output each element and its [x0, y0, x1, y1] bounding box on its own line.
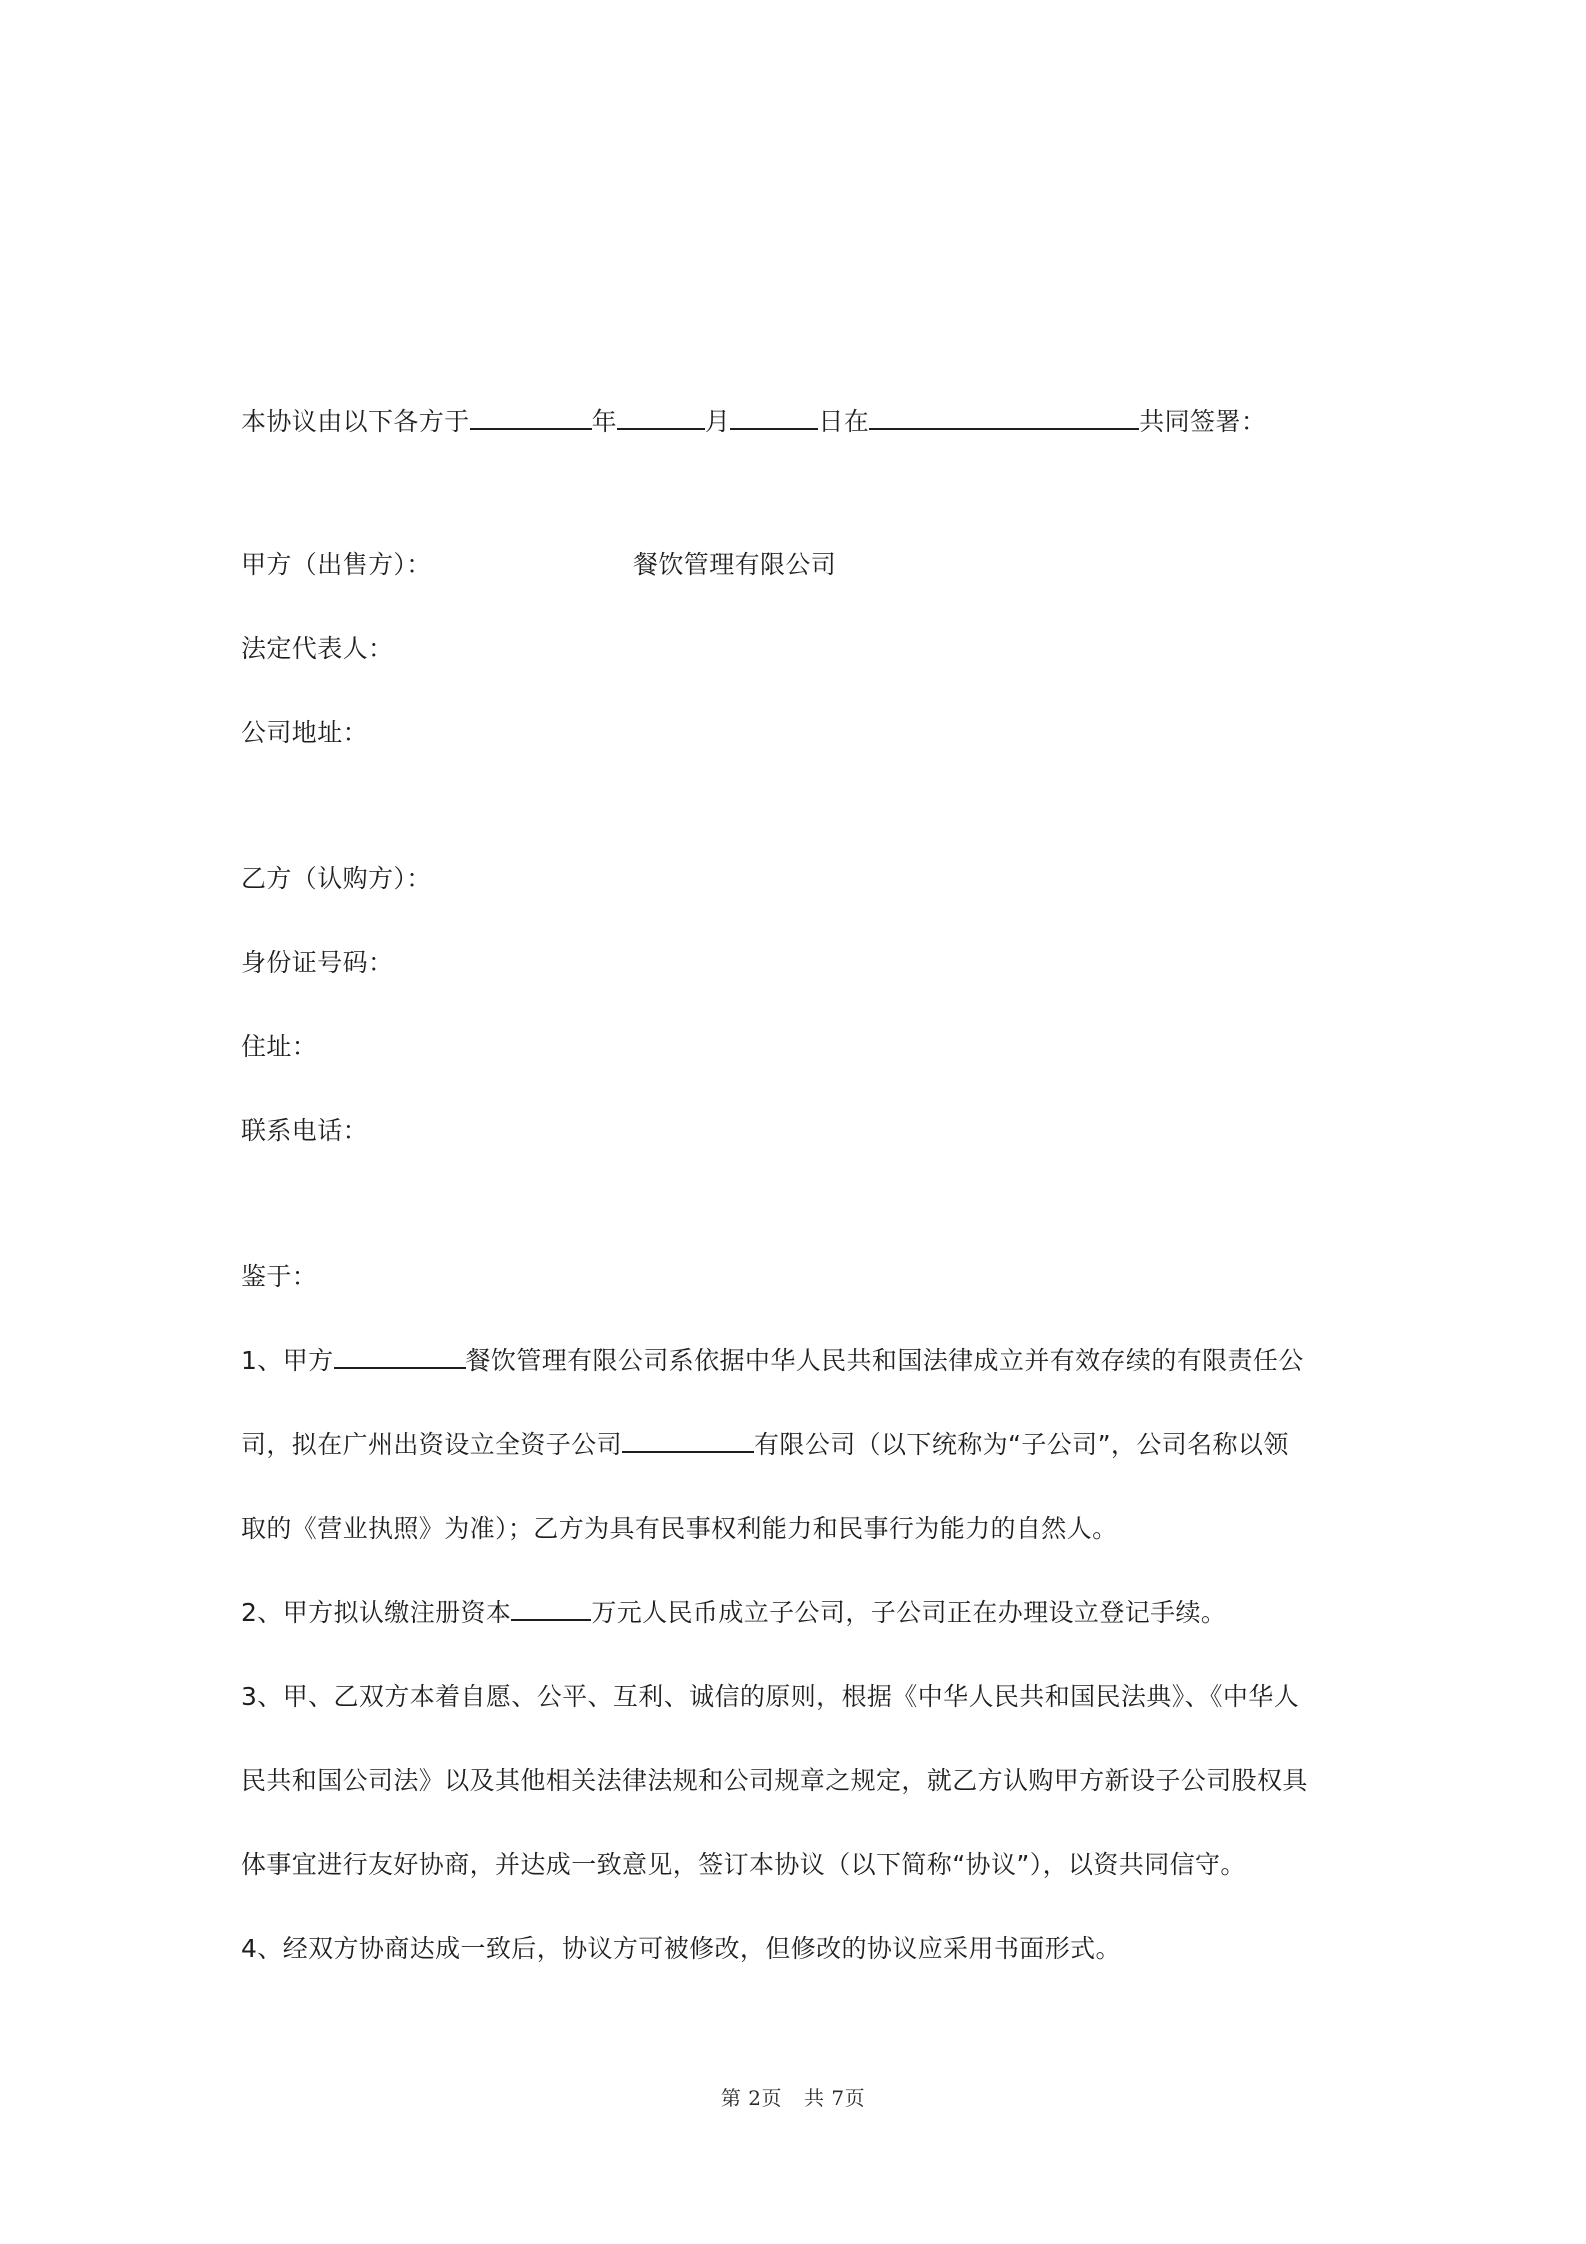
- item1-line2-prefix: 司，拟在广州出资设立全资子公司: [241, 1430, 623, 1459]
- legal-rep-label: 法定代表人：: [241, 634, 394, 663]
- intro-day: 日在: [818, 407, 870, 436]
- company-address-label: 公司地址：: [241, 718, 369, 747]
- whereas-item3-line3: 体事宜进行友好协商，并达成一致意见，签订本协议（以下简称“协议”），以资共同信守。: [241, 1850, 1246, 1879]
- item2-suffix: 万元人民币成立子公司，子公司正在办理设立登记手续。: [591, 1598, 1227, 1627]
- place-blank: [869, 406, 1139, 430]
- party-a-line: [241, 548, 432, 582]
- month-blank: [617, 406, 705, 430]
- intro-month: 月: [705, 407, 731, 436]
- item1-line1-suffix: 餐饮管理有限公司系依据中华人民共和国法律成立并有效存续的有限责任公: [465, 1346, 1304, 1375]
- party-a-label: 甲方（出售方）：: [241, 550, 432, 579]
- intro-suffix: 共同签署：: [1139, 407, 1267, 436]
- item1-line1-prefix: 1、甲方: [241, 1346, 334, 1375]
- party-a-company: 餐饮管理有限公司: [633, 550, 837, 579]
- phone-label: 联系电话：: [241, 1116, 369, 1145]
- intro-line: [241, 405, 1266, 439]
- subsidiary-name-blank: [622, 1429, 754, 1453]
- year-blank: [470, 406, 592, 430]
- page-total: 共 7页: [804, 2086, 866, 2110]
- whereas-item2: [241, 1596, 1226, 1630]
- whereas-item4: 4、经双方协商达成一致后，协议方可被修改，但修改的协议应采用书面形式。: [241, 1934, 1121, 1963]
- day-blank: [730, 406, 818, 430]
- page-footer: [0, 2082, 1586, 2111]
- page-number: 第 2页: [720, 2086, 782, 2110]
- party-a-name-blank: [334, 1345, 466, 1369]
- whereas-item3-line1: 3、甲、乙双方本着自愿、公平、互利、诚信的原则，根据《中华人民共和国民法典》、《中华人: [241, 1682, 1300, 1711]
- intro-prefix: 本协议由以下各方于: [241, 407, 470, 436]
- item2-prefix: 2、甲方拟认缴注册资本: [241, 1598, 512, 1627]
- whereas-item1-line1: [241, 1344, 1304, 1378]
- id-number-label: 身份证号码：: [241, 948, 394, 977]
- capital-blank: [511, 1597, 591, 1621]
- whereas-item1-line2: [241, 1428, 1289, 1462]
- intro-year: 年: [591, 407, 618, 436]
- whereas-heading: 鉴于：: [241, 1262, 318, 1291]
- whereas-item3-line2: 民共和国公司法》以及其他相关法律法规和公司规章之规定，就乙方认购甲方新设子公司股权具: [241, 1766, 1308, 1795]
- item1-line2-suffix: 有限公司（以下统称为“子公司”，公司名称以领: [754, 1430, 1289, 1459]
- residence-label: 住址：: [241, 1032, 318, 1061]
- whereas-item1-line3: 取的《营业执照》为准）；乙方为具有民事权利能力和民事行为能力的自然人。: [241, 1514, 1118, 1543]
- party-b-label: 乙方（认购方）：: [241, 864, 432, 893]
